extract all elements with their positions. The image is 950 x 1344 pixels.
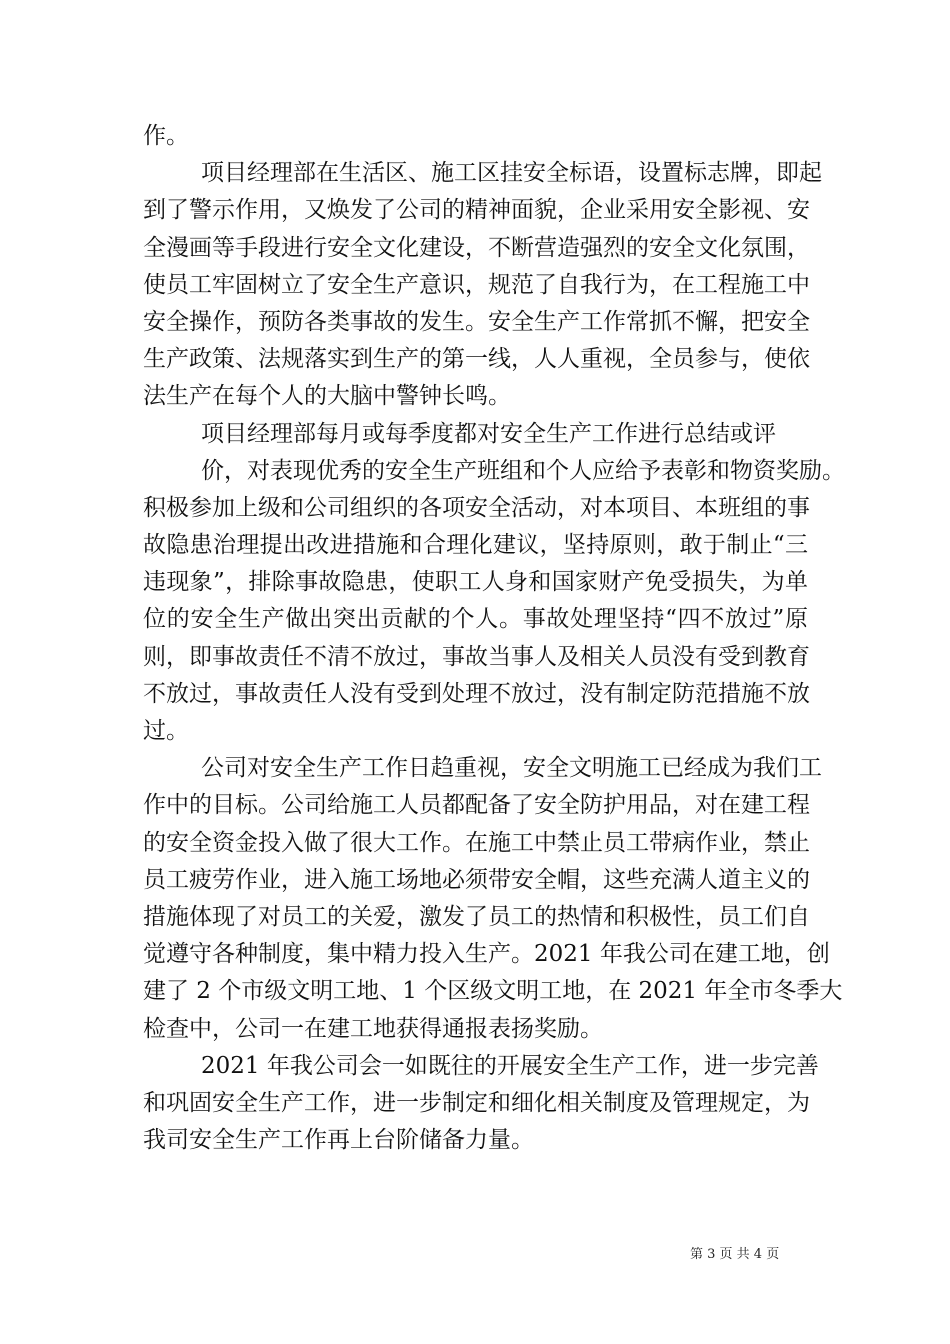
text-line: 使员工牢固树立了安全生产意识，规范了自我行为，在工程施工中 bbox=[143, 271, 810, 298]
text-line: 作中的目标。公司给施工人员都配备了安全防护用品，对在建工程 bbox=[143, 792, 810, 819]
text-line: 不放过，事故责任人没有受到处理不放过，没有制定防范措施不放 bbox=[143, 680, 810, 707]
text-line: 检查中，公司一在建工地获得通报表扬奖励。 bbox=[143, 1015, 603, 1042]
text-line: 生产政策、法规落实到生产的第一线，人人重视，全员参与，使依 bbox=[143, 346, 810, 373]
text-line: 积极参加上级和公司组织的各项安全活动，对本项目、本班组的事 bbox=[143, 494, 810, 521]
text-line: 员工疲劳作业，进入施工场地必须带安全帽，这些充满人道主义的 bbox=[143, 866, 810, 893]
text-line: 安全操作，预防各类事故的发生。安全生产工作常抓不懈，把安全 bbox=[143, 308, 810, 335]
text-line: 过。 bbox=[143, 718, 189, 744]
text-line: 价，对表现优秀的安全生产班组和个人应给予表彰和物资奖励。 bbox=[201, 457, 845, 484]
text-line: 我司安全生产工作再上台阶储备力量。 bbox=[143, 1127, 534, 1154]
text-line: 项目经理部在生活区、施工区挂安全标语，设置标志牌，即起 bbox=[201, 160, 822, 187]
text-line: 和巩固安全生产工作，进一步制定和细化相关制度及管理规定，为 bbox=[143, 1089, 810, 1116]
page-number-footer: 第 3 页 共 4 页 bbox=[690, 1247, 780, 1262]
text-line: 项目经理部每月或每季度都对安全生产工作进行总结或评 bbox=[201, 420, 776, 447]
text-line: 位的安全生产做出突出贡献的个人。事故处理坚持“四不放过”原 bbox=[143, 606, 808, 633]
text-line: 措施体现了对员工的关爱，激发了员工的热情和积极性，员工们自 bbox=[143, 903, 810, 930]
text-line: 的安全资金投入做了很大工作。在施工中禁止员工带病作业，禁止 bbox=[143, 829, 810, 856]
text-line: 故隐患治理提出改进措施和合理化建议，坚持原则，敢于制止“三 bbox=[143, 532, 808, 559]
text-line: 则，即事故责任不清不放过，事故当事人及相关人员没有受到教育 bbox=[143, 643, 810, 670]
text-line: 作。 bbox=[143, 123, 189, 149]
text-line: 全漫画等手段进行安全文化建设，不断营造强烈的安全文化氛围， bbox=[143, 234, 810, 261]
text-line: 觉遵守各种制度，集中精力投入生产。2021 年我公司在建工地，创 bbox=[143, 941, 830, 968]
text-line: 2021 年我公司会一如既往的开展安全生产工作，进一步完善 bbox=[201, 1052, 819, 1079]
text-line: 违现象”，排除事故隐患，使职工人身和国家财产免受损失，为单 bbox=[143, 569, 808, 596]
text-line: 公司对安全生产工作日趋重视，安全文明施工已经成为我们工 bbox=[201, 755, 822, 782]
text-line: 建了 2 个市级文明工地、1 个区级文明工地，在 2021 年全市冬季大 bbox=[143, 978, 843, 1005]
document-body bbox=[143, 118, 845, 1159]
text-line: 法生产在每个人的大脑中警钟长鸣。 bbox=[143, 383, 511, 410]
text-line: 到了警示作用，又焕发了公司的精神面貌，企业采用安全影视、安 bbox=[143, 197, 810, 224]
